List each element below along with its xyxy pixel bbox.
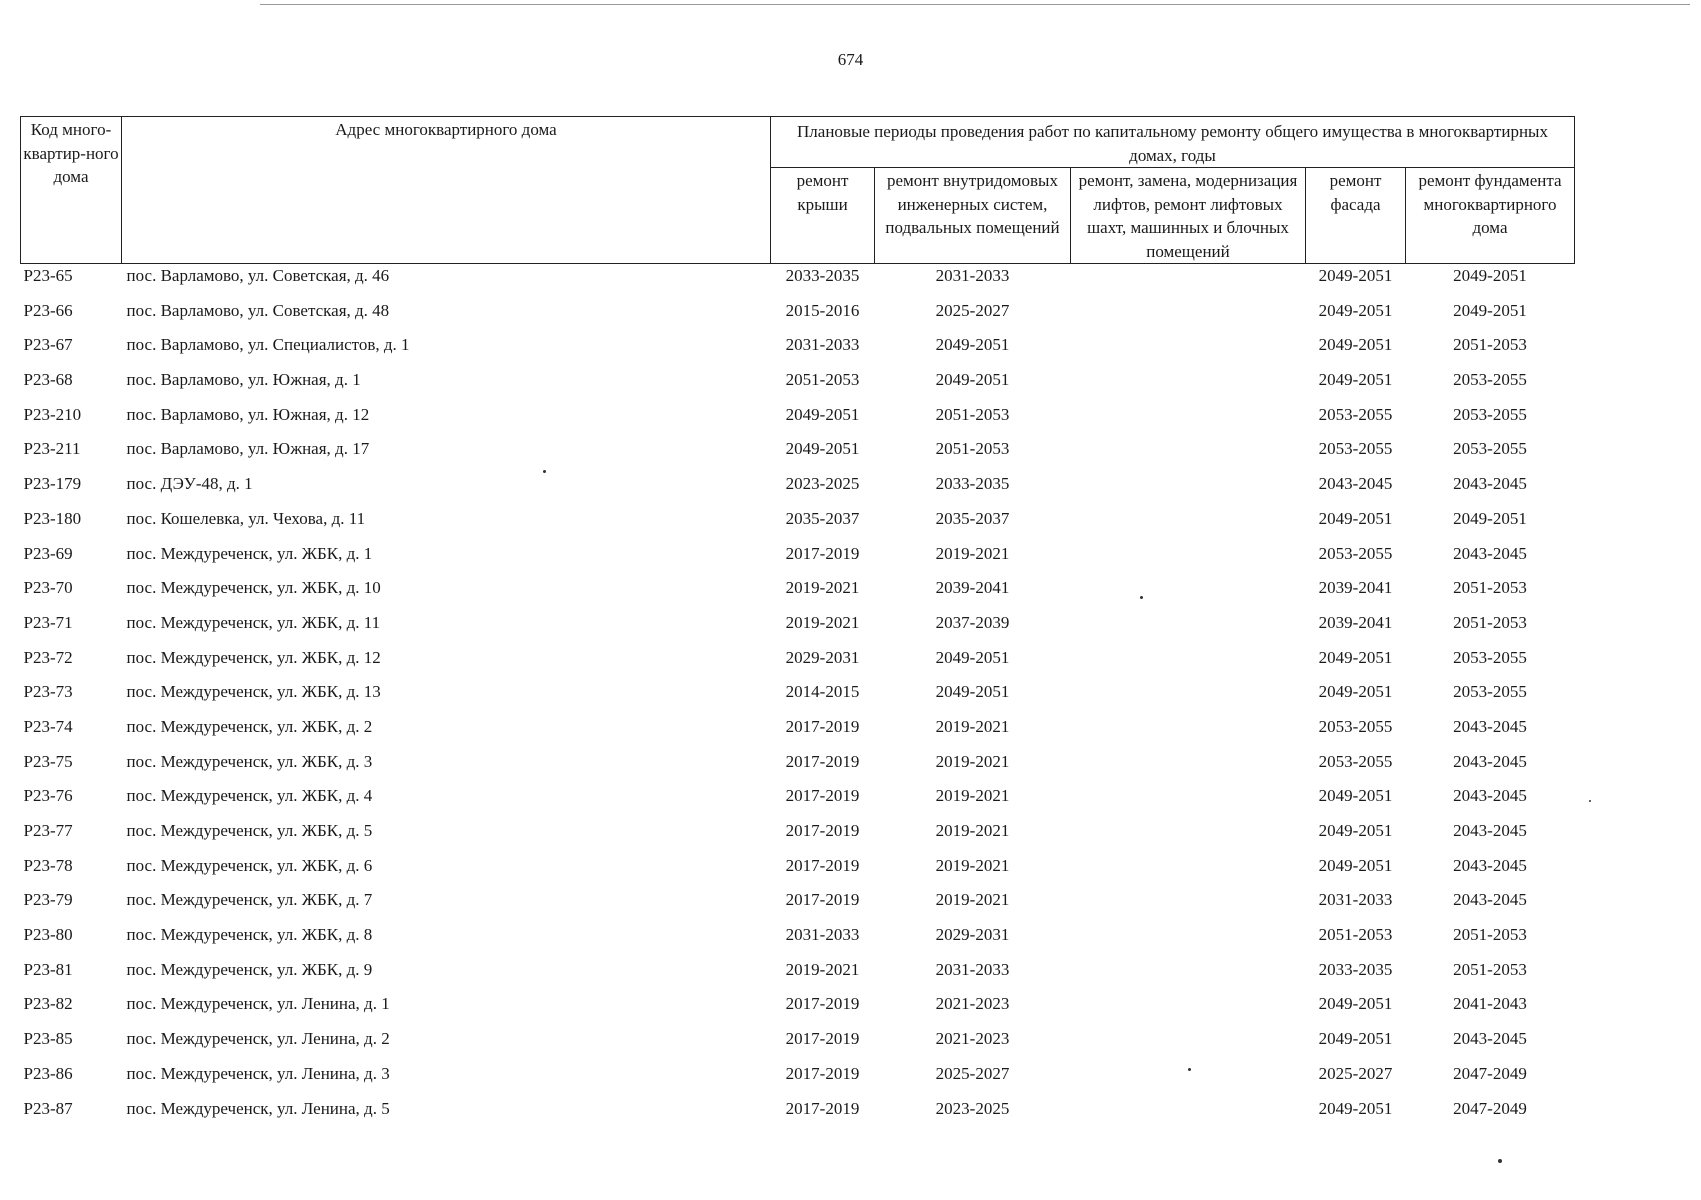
- table-row: [21, 368, 1575, 403]
- header-planned-periods: Плановые периоды проведения работ по капитальному ремонту общего имущества в многоквартирных домах, годы: [771, 117, 1575, 168]
- foundation-period-cell: 2043-2045: [1453, 543, 1527, 563]
- elevator-period-cell: [1071, 507, 1306, 542]
- roof-period-cell: 2051-2053: [785, 370, 860, 390]
- foundation-period-cell: 2041-2043: [1453, 994, 1527, 1014]
- roof-period-cell: 2031-2033: [785, 925, 860, 945]
- roof-period-cell: 2019-2021: [785, 612, 860, 632]
- header-engineering-systems-repair: ремонт внутридомовых инженерных систем, подвальных помещений: [875, 168, 1071, 264]
- engineering-period-cell: 2049-2051: [935, 370, 1010, 390]
- house-address-cell: пос. Варламово, ул. Южная, д. 1: [126, 370, 361, 390]
- foundation-period-cell: 2053-2055: [1453, 370, 1527, 390]
- foundation-period-cell: 2053-2055: [1453, 682, 1527, 702]
- house-address-cell: пос. Междуреченск, ул. Ленина, д. 2: [126, 1029, 390, 1049]
- facade-period-cell: 2053-2055: [1318, 543, 1393, 563]
- table-row: [21, 576, 1575, 611]
- house-address-cell: пос. Междуреченск, ул. ЖБК, д. 1: [126, 543, 373, 563]
- elevator-period-cell: [1071, 715, 1306, 750]
- house-address-cell: пос. Варламово, ул. Советская, д. 48: [126, 300, 390, 320]
- roof-period-cell: 2033-2035: [785, 266, 860, 285]
- foundation-period-cell: 2047-2049: [1453, 1063, 1527, 1083]
- house-code-cell: Р23-210: [23, 404, 82, 424]
- roof-period-cell: 2017-2019: [785, 890, 860, 910]
- facade-period-cell: 2053-2055: [1318, 751, 1393, 771]
- elevator-period-cell: [1071, 264, 1306, 299]
- table-row: [21, 784, 1575, 819]
- foundation-period-cell: 2049-2051: [1453, 508, 1527, 528]
- roof-period-cell: 2015-2016: [785, 300, 860, 320]
- house-address-cell: пос. Междуреченск, ул. ЖБК, д. 4: [126, 786, 373, 806]
- facade-period-cell: 2049-2051: [1318, 647, 1393, 667]
- facade-period-cell: 2049-2051: [1318, 682, 1393, 702]
- roof-period-cell: 2029-2031: [785, 647, 860, 667]
- facade-period-cell: 2033-2035: [1318, 959, 1393, 979]
- table-row: [21, 403, 1575, 438]
- header-roof-repair: ремонт крыши: [771, 168, 875, 264]
- foundation-period-cell: 2043-2045: [1453, 751, 1527, 771]
- house-address-cell: пос. Кошелевка, ул. Чехова, д. 11: [126, 508, 366, 528]
- foundation-period-cell: 2053-2055: [1453, 439, 1527, 459]
- foundation-period-cell: 2043-2045: [1453, 786, 1527, 806]
- elevator-period-cell: [1071, 646, 1306, 681]
- elevator-period-cell: [1071, 1027, 1306, 1062]
- engineering-period-cell: 2019-2021: [935, 751, 1010, 771]
- engineering-period-cell: 2023-2025: [935, 1098, 1010, 1118]
- header-house-address: Адрес многоквартирного дома: [122, 117, 771, 264]
- facade-period-cell: 2053-2055: [1318, 404, 1393, 424]
- table-row: [21, 819, 1575, 854]
- elevator-period-cell: [1071, 819, 1306, 854]
- foundation-period-cell: 2047-2049: [1453, 1098, 1527, 1118]
- facade-period-cell: 2031-2033: [1318, 890, 1393, 910]
- table-row: [21, 750, 1575, 785]
- table-row: [21, 888, 1575, 923]
- engineering-period-cell: 2021-2023: [935, 994, 1010, 1014]
- house-address-cell: пос. Междуреченск, ул. ЖБК, д. 10: [126, 578, 381, 598]
- header-elevator-repair: ремонт, замена, модернизация лифтов, ремонт лифтовых шахт, машинных и блочных помещений: [1071, 168, 1306, 264]
- house-code-cell: Р23-67: [23, 335, 73, 355]
- foundation-period-cell: 2049-2051: [1453, 266, 1527, 285]
- roof-period-cell: 2017-2019: [785, 786, 860, 806]
- house-code-cell: Р23-179: [23, 474, 82, 494]
- house-code-cell: Р23-74: [23, 716, 73, 736]
- house-code-cell: Р23-81: [23, 959, 73, 979]
- elevator-period-cell: [1071, 923, 1306, 958]
- facade-period-cell: 2049-2051: [1318, 300, 1393, 320]
- house-address-cell: пос. Междуреченск, ул. ЖБК, д. 8: [126, 925, 373, 945]
- facade-period-cell: 2049-2051: [1318, 994, 1393, 1014]
- foundation-period-cell: 2051-2053: [1453, 578, 1527, 598]
- table-row: [21, 646, 1575, 681]
- elevator-period-cell: [1071, 299, 1306, 334]
- engineering-period-cell: 2049-2051: [935, 335, 1010, 355]
- house-code-cell: Р23-68: [23, 370, 73, 390]
- facade-period-cell: 2049-2051: [1318, 821, 1393, 840]
- house-address-cell: пос. Междуреченск, ул. ЖБК, д. 13: [126, 682, 381, 702]
- table-row: [21, 1027, 1575, 1062]
- engineering-period-cell: 2033-2035: [935, 474, 1010, 494]
- table-row: [21, 437, 1575, 472]
- house-code-cell: Р23-211: [23, 439, 81, 459]
- house-code-cell: Р23-79: [23, 890, 73, 910]
- house-address-cell: пос. Междуреченск, ул. ЖБК, д. 2: [126, 716, 373, 736]
- facade-period-cell: 2053-2055: [1318, 716, 1393, 736]
- house-address-cell: пос. Междуреченск, ул. ЖБК, д. 3: [126, 751, 373, 771]
- house-address-cell: пос. Междуреченск, ул. ЖБК, д. 7: [126, 890, 373, 910]
- roof-period-cell: 2017-2019: [785, 1098, 860, 1118]
- elevator-period-cell: [1071, 437, 1306, 472]
- page-number: 674: [837, 50, 864, 69]
- foundation-period-cell: 2043-2045: [1453, 716, 1527, 736]
- house-address-cell: пос. Варламово, ул. Советская, д. 46: [126, 266, 390, 285]
- foundation-period-cell: 2053-2055: [1453, 647, 1527, 667]
- table-row: [21, 854, 1575, 889]
- house-code-cell: Р23-80: [23, 925, 73, 945]
- facade-period-cell: 2039-2041: [1318, 612, 1393, 632]
- engineering-period-cell: 2051-2053: [935, 439, 1010, 459]
- elevator-period-cell: [1071, 472, 1306, 507]
- roof-period-cell: 2049-2051: [785, 404, 860, 424]
- facade-period-cell: 2049-2051: [1318, 508, 1393, 528]
- foundation-period-cell: 2051-2053: [1453, 959, 1527, 979]
- table-row: [21, 472, 1575, 507]
- facade-period-cell: 2051-2053: [1318, 925, 1393, 945]
- table-row: [21, 264, 1575, 299]
- engineering-period-cell: 2025-2027: [935, 300, 1010, 320]
- foundation-period-cell: 2043-2045: [1453, 474, 1527, 494]
- house-code-cell: Р23-66: [23, 300, 73, 320]
- header-foundation-repair: ремонт фундамента многоквартирного дома: [1406, 168, 1575, 264]
- table-row: [21, 507, 1575, 542]
- engineering-period-cell: 2019-2021: [935, 716, 1010, 736]
- engineering-period-cell: 2039-2041: [935, 578, 1010, 598]
- house-code-cell: Р23-180: [23, 508, 82, 528]
- roof-period-cell: 2017-2019: [785, 751, 860, 771]
- roof-period-cell: 2017-2019: [785, 855, 860, 875]
- house-address-cell: пос. Междуреченск, ул. ЖБК, д. 6: [126, 855, 373, 875]
- foundation-period-cell: 2043-2045: [1453, 821, 1527, 840]
- elevator-period-cell: [1071, 854, 1306, 889]
- table-row: [21, 611, 1575, 646]
- facade-period-cell: 2049-2051: [1318, 370, 1393, 390]
- foundation-period-cell: 2049-2051: [1453, 300, 1527, 320]
- roof-period-cell: 2017-2019: [785, 1029, 860, 1049]
- engineering-period-cell: 2037-2039: [935, 612, 1010, 632]
- house-address-cell: пос. Междуреченск, ул. Ленина, д. 5: [126, 1098, 390, 1118]
- foundation-period-cell: 2051-2053: [1453, 612, 1527, 632]
- table-row: [21, 542, 1575, 577]
- house-code-cell: Р23-72: [23, 647, 73, 667]
- roof-period-cell: 2019-2021: [785, 959, 860, 979]
- scan-speck: [1498, 1159, 1502, 1163]
- house-code-cell: Р23-73: [23, 682, 73, 702]
- house-address-cell: пос. Варламово, ул. Южная, д. 17: [126, 439, 370, 459]
- elevator-period-cell: [1071, 1062, 1306, 1097]
- house-address-cell: пос. Междуреченск, ул. ЖБК, д. 11: [126, 612, 381, 632]
- foundation-period-cell: 2043-2045: [1453, 855, 1527, 875]
- facade-period-cell: 2049-2051: [1318, 855, 1393, 875]
- engineering-period-cell: 2049-2051: [935, 682, 1010, 702]
- scan-speck: [1140, 596, 1143, 599]
- table-row: [21, 715, 1575, 750]
- house-code-cell: Р23-77: [23, 821, 73, 840]
- scan-speck: [543, 470, 546, 473]
- facade-period-cell: 2049-2051: [1318, 335, 1393, 355]
- house-code-cell: Р23-69: [23, 543, 73, 563]
- facade-period-cell: 2025-2027: [1318, 1063, 1393, 1083]
- facade-period-cell: 2039-2041: [1318, 578, 1393, 598]
- table-row: [21, 1097, 1575, 1132]
- roof-period-cell: 2014-2015: [785, 682, 860, 702]
- table-row: [21, 333, 1575, 368]
- engineering-period-cell: 2031-2033: [935, 266, 1010, 285]
- house-address-cell: пос. Междуреченск, ул. ЖБК, д. 12: [126, 647, 381, 667]
- engineering-period-cell: 2019-2021: [935, 855, 1010, 875]
- facade-period-cell: 2049-2051: [1318, 786, 1393, 806]
- engineering-period-cell: 2025-2027: [935, 1063, 1010, 1083]
- elevator-period-cell: [1071, 611, 1306, 646]
- elevator-period-cell: [1071, 750, 1306, 785]
- engineering-period-cell: 2019-2021: [935, 786, 1010, 806]
- elevator-period-cell: [1071, 576, 1306, 611]
- engineering-period-cell: 2035-2037: [935, 508, 1010, 528]
- header-facade-repair: ремонт фасада: [1306, 168, 1406, 264]
- house-address-cell: пос. Междуреченск, ул. ЖБК, д. 9: [126, 959, 373, 979]
- house-code-cell: Р23-82: [23, 994, 73, 1014]
- roof-period-cell: 2031-2033: [785, 335, 860, 355]
- facade-period-cell: 2049-2051: [1318, 266, 1393, 285]
- house-address-cell: пос. Междуреченск, ул. ЖБК, д. 5: [126, 821, 373, 840]
- house-address-cell: пос. Варламово, ул. Специалистов, д. 1: [126, 335, 410, 355]
- table-row: [21, 299, 1575, 334]
- engineering-period-cell: 2019-2021: [935, 543, 1010, 563]
- table-row: [21, 992, 1575, 1027]
- foundation-period-cell: 2053-2055: [1453, 404, 1527, 424]
- scan-edge-line: [260, 4, 1690, 5]
- scan-speck: [1188, 1068, 1191, 1071]
- roof-period-cell: 2017-2019: [785, 543, 860, 563]
- foundation-period-cell: 2051-2053: [1453, 925, 1527, 945]
- table-row: [21, 923, 1575, 958]
- roof-period-cell: 2017-2019: [785, 1063, 860, 1083]
- engineering-period-cell: 2021-2023: [935, 1029, 1010, 1049]
- roof-period-cell: 2023-2025: [785, 474, 860, 494]
- elevator-period-cell: [1071, 958, 1306, 993]
- elevator-period-cell: [1071, 542, 1306, 577]
- house-code-cell: Р23-76: [23, 786, 73, 806]
- elevator-period-cell: [1071, 403, 1306, 438]
- roof-period-cell: 2017-2019: [785, 994, 860, 1014]
- engineering-period-cell: 2051-2053: [935, 404, 1010, 424]
- foundation-period-cell: 2051-2053: [1453, 335, 1527, 355]
- facade-period-cell: 2049-2051: [1318, 1029, 1393, 1049]
- elevator-period-cell: [1071, 368, 1306, 403]
- table-row: [21, 958, 1575, 993]
- scan-speck: [1589, 800, 1591, 802]
- foundation-period-cell: 2043-2045: [1453, 1029, 1527, 1049]
- table-row: [21, 680, 1575, 715]
- table-row: [21, 1062, 1575, 1097]
- house-address-cell: пос. Варламово, ул. Южная, д. 12: [126, 404, 370, 424]
- house-code-cell: Р23-78: [23, 855, 73, 875]
- elevator-period-cell: [1071, 992, 1306, 1027]
- house-address-cell: пос. ДЭУ-48, д. 1: [126, 474, 253, 494]
- engineering-period-cell: 2019-2021: [935, 821, 1010, 840]
- engineering-period-cell: 2029-2031: [935, 925, 1010, 945]
- roof-period-cell: 2049-2051: [785, 439, 860, 459]
- roof-period-cell: 2035-2037: [785, 508, 860, 528]
- house-address-cell: пос. Междуреченск, ул. Ленина, д. 1: [126, 994, 390, 1014]
- elevator-period-cell: [1071, 333, 1306, 368]
- elevator-period-cell: [1071, 1097, 1306, 1132]
- elevator-period-cell: [1071, 784, 1306, 819]
- house-code-cell: Р23-87: [23, 1098, 73, 1118]
- house-code-cell: Р23-75: [23, 751, 73, 771]
- header-house-code: Код много-квартир-ного дома: [21, 117, 122, 264]
- facade-period-cell: 2053-2055: [1318, 439, 1393, 459]
- elevator-period-cell: [1071, 680, 1306, 715]
- roof-period-cell: 2017-2019: [785, 716, 860, 736]
- house-code-cell: Р23-71: [23, 612, 73, 632]
- roof-period-cell: 2017-2019: [785, 821, 860, 840]
- roof-period-cell: 2019-2021: [785, 578, 860, 598]
- engineering-period-cell: 2049-2051: [935, 647, 1010, 667]
- house-code-cell: Р23-85: [23, 1029, 73, 1049]
- house-address-cell: пос. Междуреченск, ул. Ленина, д. 3: [126, 1063, 390, 1083]
- facade-period-cell: 2043-2045: [1318, 474, 1393, 494]
- house-code-cell: Р23-70: [23, 578, 73, 598]
- capital-repair-schedule-table: [20, 116, 1575, 1131]
- facade-period-cell: 2049-2051: [1318, 1098, 1393, 1118]
- table-body: [21, 264, 1575, 1132]
- engineering-period-cell: 2031-2033: [935, 959, 1010, 979]
- house-code-cell: Р23-65: [23, 266, 73, 285]
- house-code-cell: Р23-86: [23, 1063, 73, 1083]
- engineering-period-cell: 2019-2021: [935, 890, 1010, 910]
- foundation-period-cell: 2043-2045: [1453, 890, 1527, 910]
- elevator-period-cell: [1071, 888, 1306, 923]
